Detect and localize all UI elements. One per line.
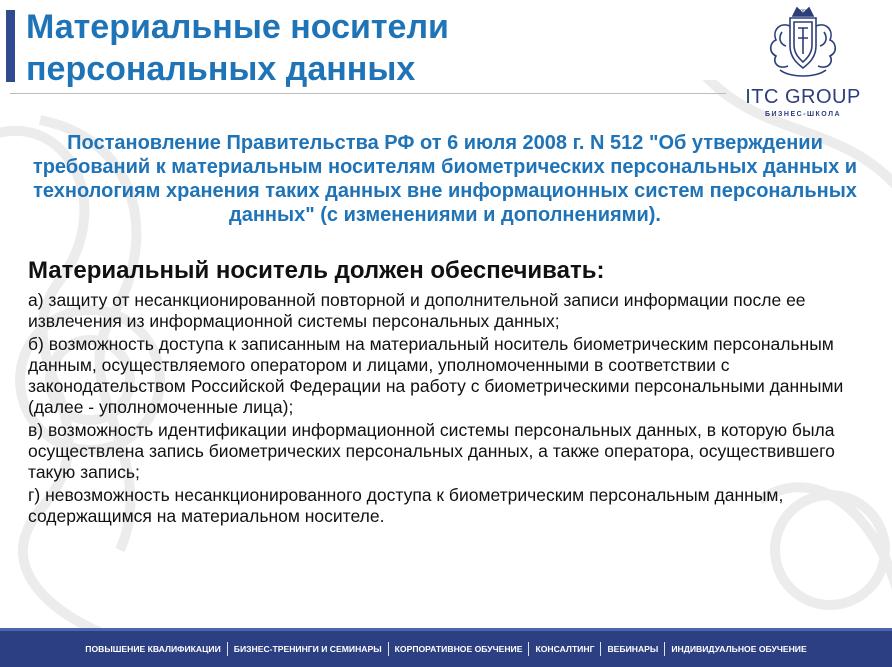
title-divider [10,93,726,94]
itc-group-logo [736,4,870,122]
footer-link-business-trainings[interactable]: БИЗНЕС-ТРЕНИНГИ И СЕМИНАРЫ [233,644,382,654]
footer-separator [227,642,228,656]
footer-separator [388,642,389,656]
crest-icon [760,4,846,84]
footer-link-individual-training[interactable]: ИНДИВИДУАЛЬНОЕ ОБУЧЕНИЕ [671,644,807,654]
footer-link-advanced-training[interactable]: ПОВЫШЕНИЕ КВАЛИФИКАЦИИ [85,644,221,654]
footer-nav [0,631,892,667]
footer-link-corporate-training[interactable]: КОРПОРАТИВНОЕ ОБУЧЕНИЕ [394,644,523,654]
requirement-item-a: а) защиту от несанкционированной повторной и дополнительной записи информации после ее извлечения из информационной системы персональных данных; [28,290,806,331]
footer-link-webinars[interactable]: ВЕБИНАРЫ [607,644,659,654]
footer-separator [664,642,665,656]
slide-title-line-1: Материальные носители [26,8,449,46]
footer-link-consulting[interactable]: КОНСАЛТИНГ [535,644,595,654]
footer-separator [600,642,601,656]
logo-year: 2004 [797,9,809,15]
requirement-item-b: б) возможность доступа к записанным на материальный носитель биометрическим персональным данным, осуществляемого оператором и лицами, уполномоченными в соответствии с законодательством Российской Федерации на работу с биометрическими персональными данными (далее - уполномоченные лица); [28,334,844,417]
section-heading: Материальный носитель должен обеспечивать: [28,257,605,284]
footer-separator [528,642,529,656]
title-accent-bar [6,10,15,82]
logo-name: ITC GROUP [745,86,861,108]
requirement-item-d: г) невозможность несанкционированного доступа к биометрическим персональным данным, содержащимся на материальном носителе. [28,485,784,526]
slide-title-line-2: персональных данных [26,50,416,88]
slide-title [26,6,726,90]
footer-bar [0,628,892,667]
requirement-item-c: в) возможность идентификации информационной системы персональных данных, в которую была осуществлена запись биометрических персональных данных, а также оператора, осуществившего такую запись; [28,420,835,482]
logo-subtitle: БИЗНЕС-ШКОЛА [764,111,842,118]
decree-reference: Постановление Правительства РФ от 6 июля 2008 г. N 512 "Об утверждении требований к материальным носителям биометрических персональных данных и технологиям хранения таких данных вне информационных систем персональных данных" (с изменениями и дополнениями). [32,132,858,226]
requirements-list [28,290,868,529]
